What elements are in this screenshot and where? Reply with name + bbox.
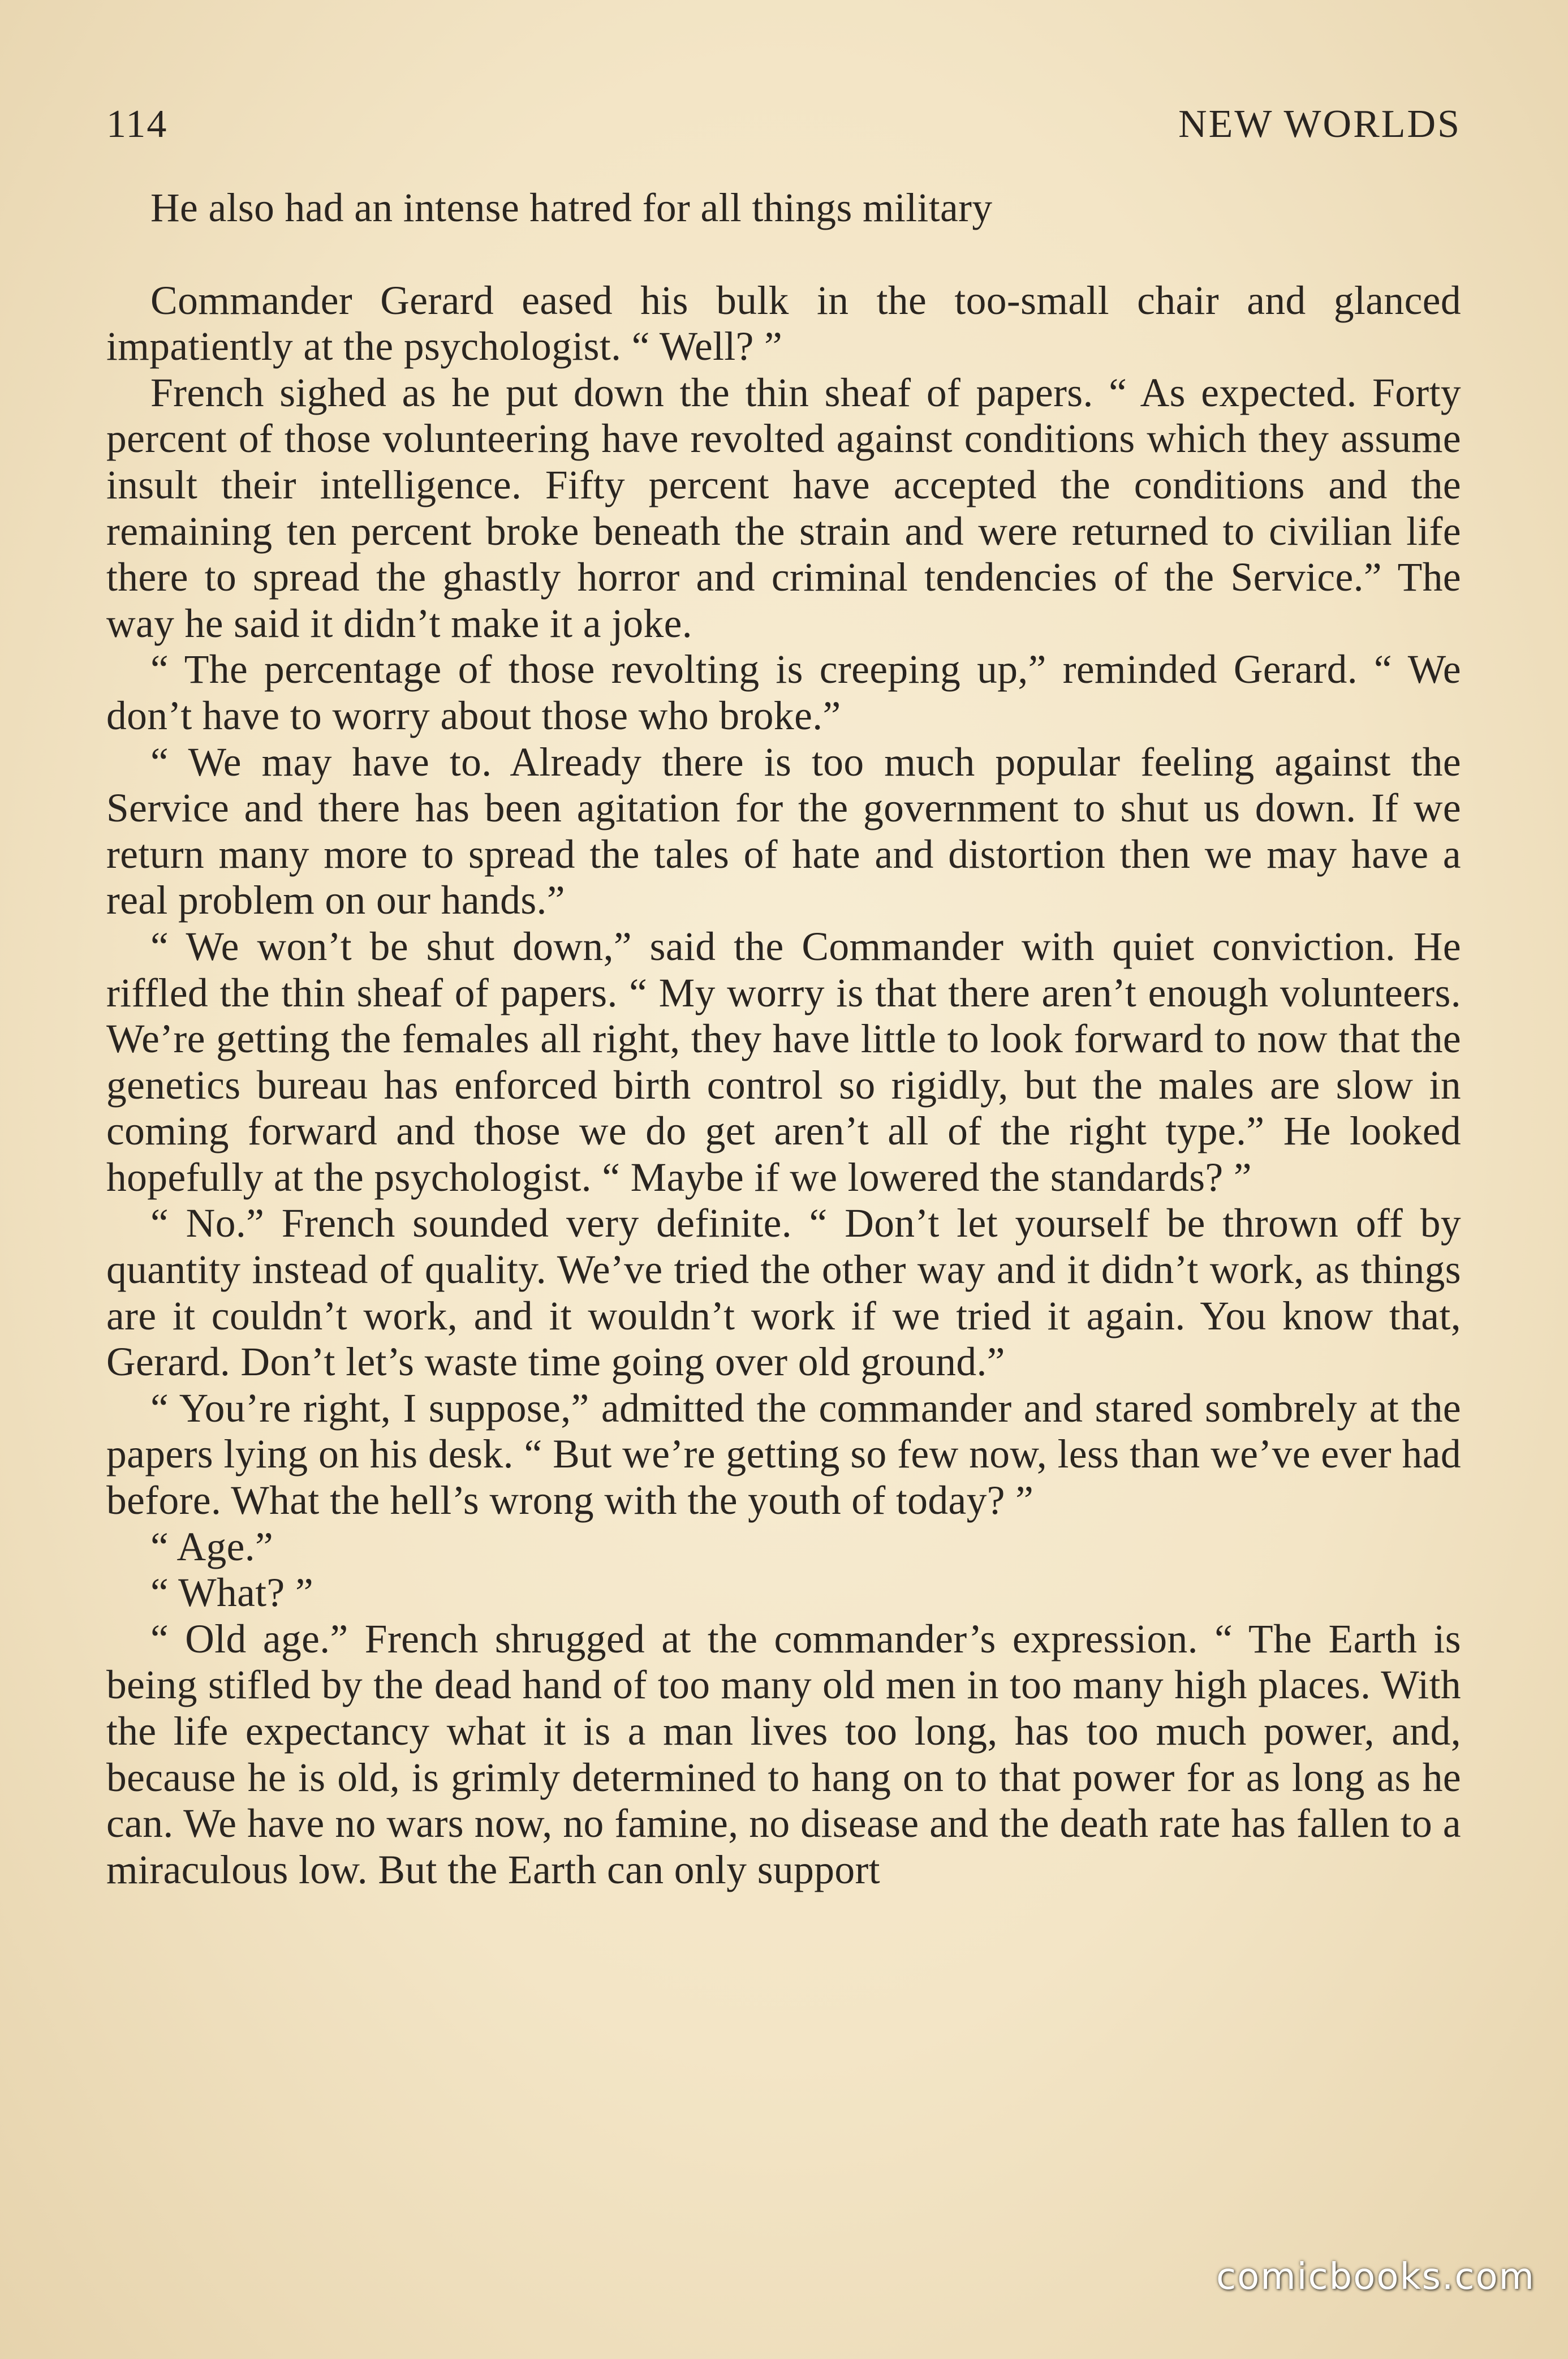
paragraph: “ Old age.” French shrugged at the commander’s expression. “ The Earth is being stifled by the dead hand of too many old men in too many high places. With the life expectancy what it is a man lives too long, has too much power, and, because he is old, is grimly determined to hang on to that power for as long as he can. We have no wars now, no famine, no disease and the death rate has fallen to a miraculous low. But the Earth can only support: [106, 1616, 1461, 1892]
paragraph: “ We may have to. Already there is too much popular feeling against the Service and there has been agitation for the government to shut us down. If we return many more to spread the tales of hate and distortion then we may have a real problem on our hands.”: [106, 739, 1461, 923]
paragraph: “ What? ”: [150, 1570, 314, 1616]
paragraph: “ We won’t be shut down,” said the Commander with quiet conviction. He riffled the thin sheaf of papers. “ My worry is that there aren’t enough volunteers. We’re getting the females all right, they have little to look forward to now that the genetics bureau has enforced birth control so rigidly, but the males are slow in coming forward and those we do get aren’t all of the right type.” He looked hopefully at the psychologist. “ Maybe if we lowered the standards? ”: [106, 924, 1461, 1200]
paragraph: Commander Gerard eased his bulk in the too-small chair and glanced impatiently at the psychologist. “ Well? ”: [106, 278, 1461, 369]
running-head: NEW WORLDS: [1178, 102, 1461, 146]
page-header: [106, 85, 1461, 164]
page-number: 114: [106, 102, 168, 146]
paragraph: “ The percentage of those revolting is creeping up,” reminded Gerard. “ We don’t have to worry about those who broke.”: [106, 647, 1461, 738]
watermark: comicbooks.com: [1216, 2256, 1535, 2298]
paragraph: “ You’re right, I suppose,” admitted the commander and stared sombrely at the papers lying on his desk. “ But we’re getting so few now, less than we’ve ever had before. What the hell’s wrong with the youth of today? ”: [106, 1385, 1461, 1523]
paragraph: “ Age.”: [150, 1524, 274, 1569]
paragraph: French sighed as he put down the thin sheaf of papers. “ As expected. Forty percent of those volunteering have revolted against conditions which they assume insult their intelligence. Fifty percent have accepted the conditions and the remaining ten percent broke beneath the strain and were returned to civilian life there to spread the ghastly horror and criminal tendencies of the Service.” The way he said it didn’t make it a joke.: [106, 370, 1461, 646]
paragraph: “ No.” French sounded very definite. “ Don’t let yourself be thrown off by quantity instead of quality. We’ve tried the other way and it didn’t work, as things are it couldn’t work, and it wouldn’t work if we tried it again. You know that, Gerard. Don’t let’s waste time going over old ground.”: [106, 1201, 1461, 1385]
body-text: [106, 185, 1461, 1893]
paragraph: He also had an intense hatred for all things military: [150, 186, 993, 230]
